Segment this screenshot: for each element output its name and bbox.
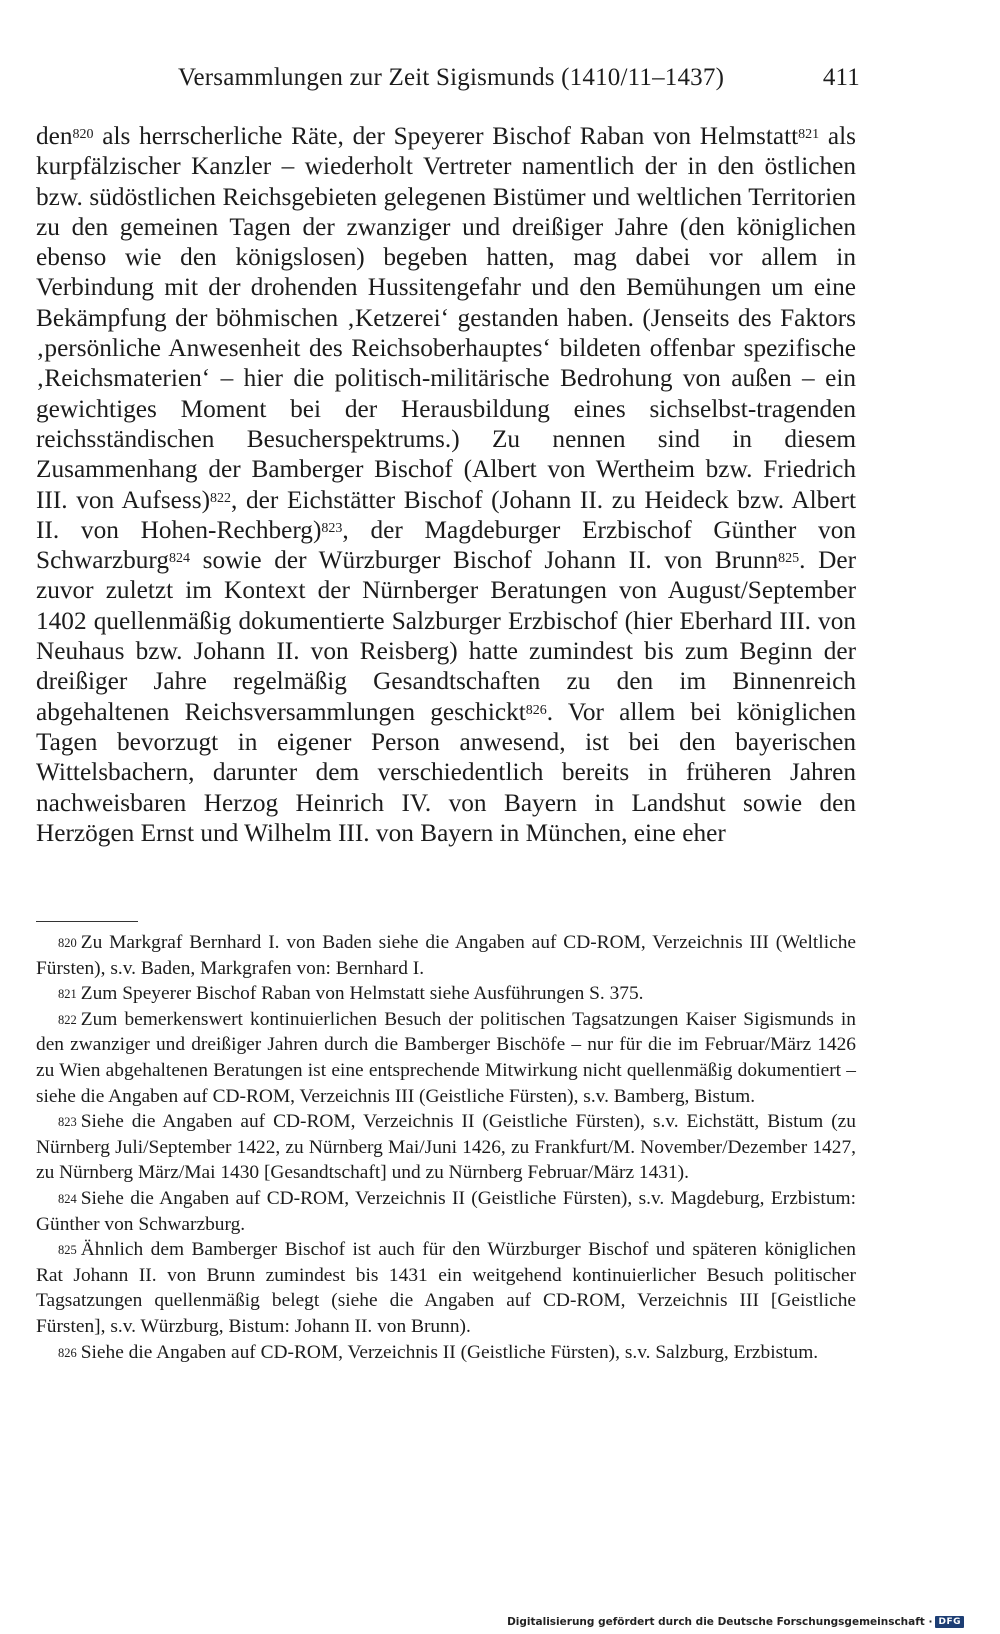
footnote-ref: 825 xyxy=(778,551,800,567)
footnote-ref: 820 xyxy=(72,127,94,142)
footnote-ref: 824 xyxy=(169,551,191,567)
footnotes xyxy=(36,930,856,1365)
footnote-text: Zum bemerkenswert kontinuierlichen Besuch der politischen Tagsatzungen Kaiser Sigismunds in den zwanziger und dreißiger Jahren durch die Bamberger Bischöfe – nur für die im Februar/März 1426 zu Wien abgehaltenen Beratungen ist eine entsprechende Mitwirkung nicht quellenmäßig dokumentiert – siehe die Angaben auf CD-ROM, Verzeichnis III (Geistliche Fürsten), s.v. Bamberg, Bistum. xyxy=(36,1008,856,1107)
digitization-credit xyxy=(507,1616,964,1628)
body-text: . Vor allem bei königlichen Tagen bevorzugt in eigener Person anwesend, ist bei den bayerischen Wittelsbachern, darunter dem verschiedentlich bereits in früheren Jahren nachweisbaren Herzog Heinrich IV. von Bayern in Landshut sowie den Herzögen Ernst und Wilhelm III. von Bayern in München, eine eher xyxy=(36,697,856,847)
body-text: als herrscherliche Räte, der Speyerer Bischof Raban von Helmstatt xyxy=(93,122,799,150)
footnote-number: 822 xyxy=(58,1012,77,1027)
footnote-number: 821 xyxy=(58,987,77,1002)
running-title: Versammlungen zur Zeit Sigismunds (1410/11–1437) xyxy=(178,64,725,91)
body-text: , der Eichstätter Bischof (Johann II. zu Heideck bzw. Albert II. von Hohen-Rechberg) xyxy=(36,485,856,544)
body-text: sowie der Würzburger Bischof Johann II. von Brunn xyxy=(190,546,779,575)
footnote-divider xyxy=(36,921,138,922)
body-text: den xyxy=(36,122,73,150)
main-text xyxy=(36,121,856,848)
footnote-number: 823 xyxy=(58,1115,77,1130)
credit-text: Digitalisierung gefördert durch die Deutsche Forschungsgemeinschaft · xyxy=(507,1616,933,1628)
footnote-number: 826 xyxy=(58,1345,77,1360)
footnote-ref: 826 xyxy=(525,702,547,718)
footnote xyxy=(36,1340,856,1366)
footnote-number: 820 xyxy=(58,936,77,950)
footnote-text: Zu Markgraf Bernhard I. von Baden siehe die Angaben auf CD-ROM, Verzeichnis III (Weltliche Fürsten), s.v. Baden, Markgrafen von: Bernhard I. xyxy=(36,932,856,979)
footnote xyxy=(36,981,856,1007)
footnote xyxy=(36,1109,856,1186)
footnote xyxy=(36,930,856,981)
footnote-text: Siehe die Angaben auf CD-ROM, Verzeichnis II (Geistliche Fürsten), s.v. Salzburg, Erzbistum. xyxy=(80,1341,819,1363)
footnote-ref: 822 xyxy=(210,490,232,506)
body-text: als kurpfälzischer Kanzler – wiederholt Vertreter namentlich der in den östlichen bzw. südöstlichen Reichsgebieten gelegenen Bistümer und weltlichen Territorien zu den gemeinen Tagen der zwanziger und dreißiger Jahre (den königlichen ebenso wie den königslosen) begeben hatten, mag dabei vor allem in Verbindung mit der drohenden Hussitengefahr und den Bemühungen um eine Bekämpfung der böhmischen ‚Ketzerei‘ gestanden haben. (Jenseits des Faktors ‚persönliche Anwesenheit des Reichsoberhauptes‘ bildeten offenbar spezifische ‚Reichsmaterien‘ – hier die politisch-militärische Bedrohung von außen – ein gewichtiges Moment bei der Herausbildung eines sichselbst-tragenden reichsständischen Besucherspektrums.) Zu nennen sind in diesem Zusammenhang der Bamberger Bischof (Albert von Wertheim bzw. Friedrich III. von Aufsess) xyxy=(36,122,856,514)
body-text: . Der zuvor zuletzt im Kontext der Nürnberger Beratungen von August/September 1402 quellenmäßig dokumentierte Salzburger Erzbischof (hier Eberhard III. von Neuhaus bzw. Johann II. von Reisberg) hatte zumindest bis zum Beginn der dreißiger Jahre regelmäßig Gesandtschaften zu den im Binnenreich abgehaltenen Reichsversammlungen geschickt xyxy=(36,546,857,726)
page-number: 411 xyxy=(822,64,860,91)
footnote-text: Zum Speyerer Bischof Raban von Helmstatt siehe Ausführungen S. 375. xyxy=(80,983,644,1005)
footnote xyxy=(36,1186,856,1237)
footnote-text: Siehe die Angaben auf CD-ROM, Verzeichnis II (Geistliche Fürsten), s.v. Magdeburg, Erzbistum: Günther von Schwarzburg. xyxy=(36,1187,856,1235)
footnote xyxy=(36,1237,856,1339)
body-text: , der Magdeburger Erzbischof Günther von Schwarzburg xyxy=(36,515,856,575)
footnote-number: 824 xyxy=(58,1191,77,1206)
footnote-number: 825 xyxy=(58,1243,77,1258)
footnote-ref: 821 xyxy=(798,127,820,142)
footnote-ref: 823 xyxy=(321,520,343,536)
dfg-logo: DFG xyxy=(935,1616,964,1628)
footnote-text: Ähnlich dem Bamberger Bischof ist auch für den Würzburger Bischof und späteren königlichen Rat Johann II. von Brunn zumindest bis 1431 ein weitgehend kontinuierlicher Besuch politischer Tagsatzungen quellenmäßig belegt (siehe die Angaben auf CD-ROM, Verzeichnis III [Geistliche Fürsten], s.v. Würzburg, Bistum: Johann II. von Brunn). xyxy=(36,1239,856,1337)
body-paragraph xyxy=(36,121,856,848)
footnote-text: Siehe die Angaben auf CD-ROM, Verzeichnis II (Geistliche Fürsten), s.v. Eichstätt, Bistum (zu Nürnberg Juli/September 1422, zu Nürnberg Mai/Juni 1426, zu Frankfurt/M. November/Dezember 1427, zu Nürnberg März/Mai 1430 [Gesandtschaft] und zu Nürnberg Februar/März 1431). xyxy=(36,1111,856,1184)
footnote xyxy=(36,1007,856,1109)
